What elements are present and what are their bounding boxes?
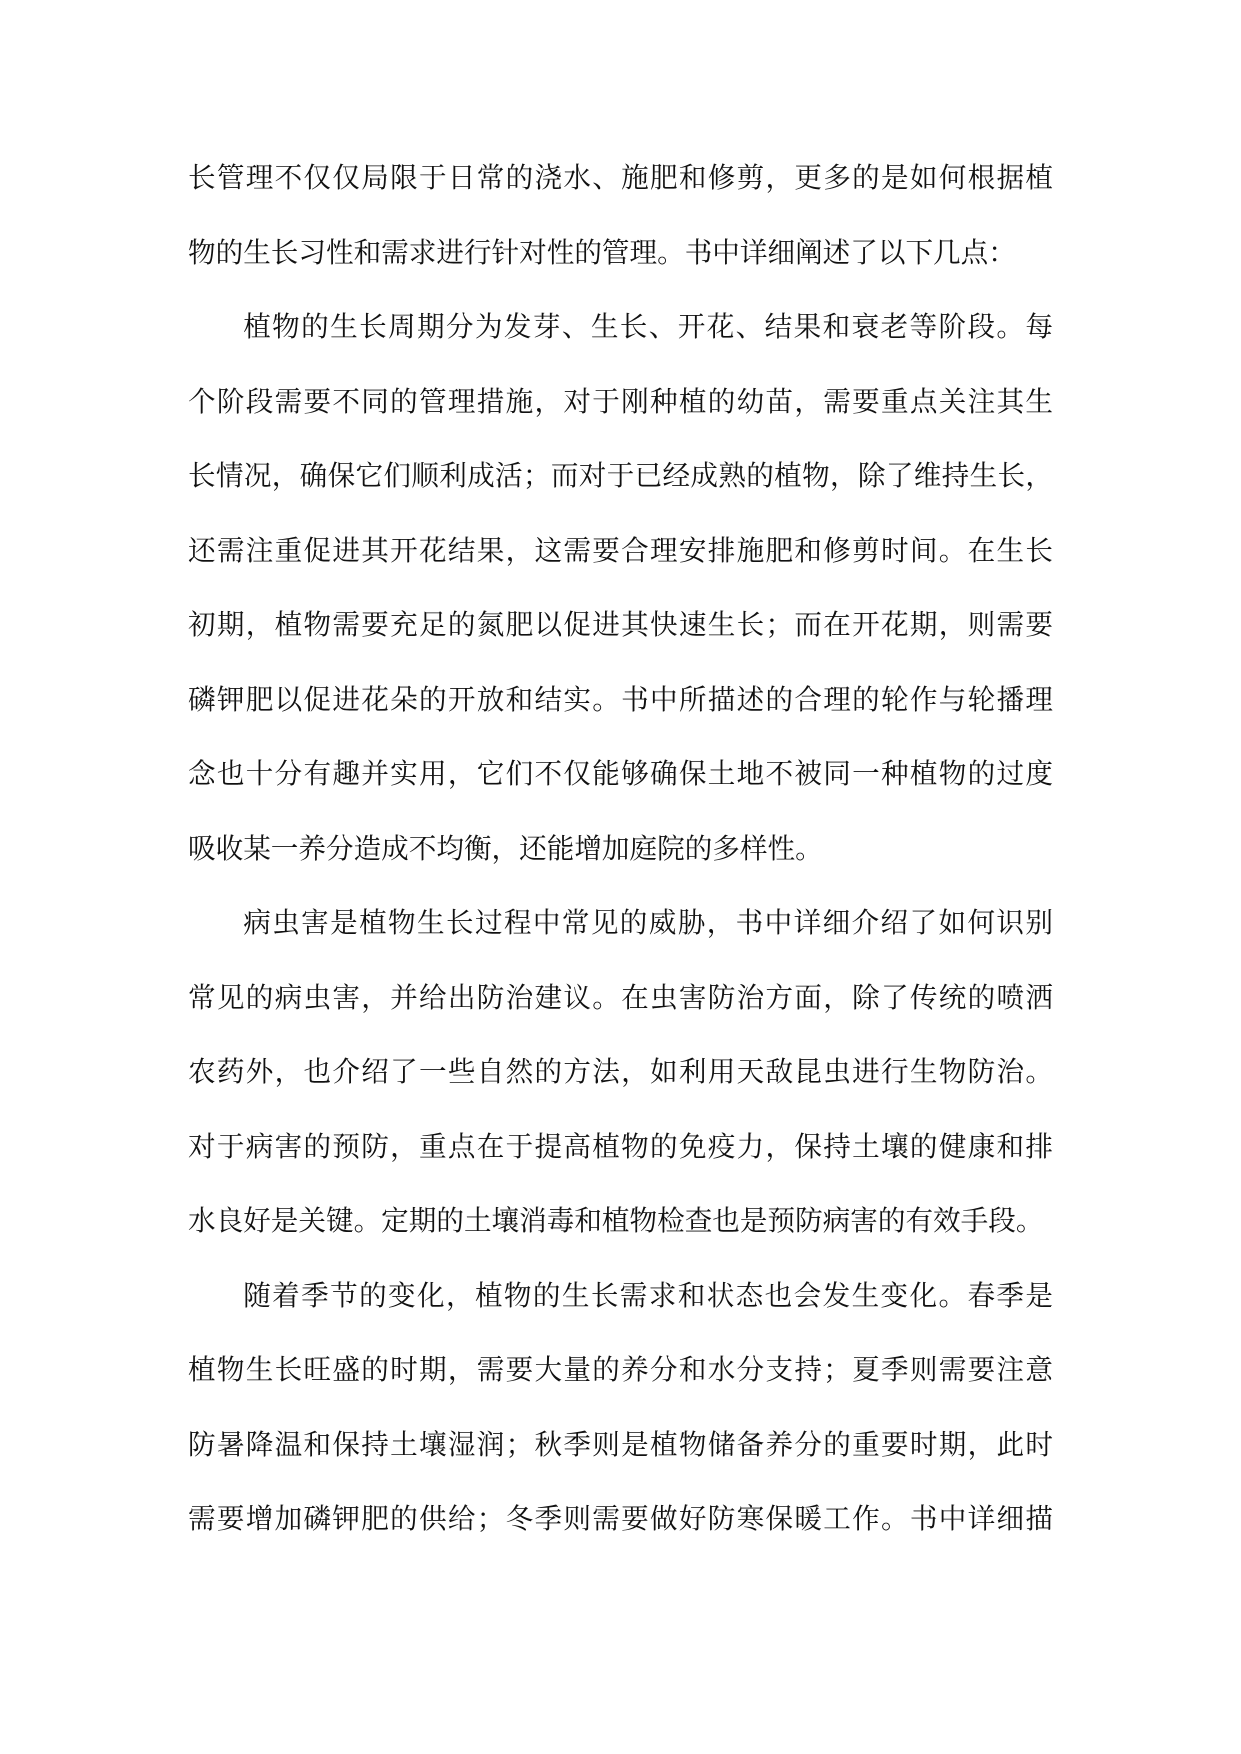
text-line: 植物生长旺盛的时期，需要大量的养分和水分支持；夏季则需要注意 xyxy=(188,1353,1053,1386)
paragraph-growth-cycle xyxy=(188,290,1053,886)
text-line: 初期，植物需要充足的氮肥以促进其快速生长；而在开花期，则需要 xyxy=(188,608,1053,641)
text-line: 水良好是关键。定期的土壤消毒和植物检查也是预防病害的有效手段。 xyxy=(188,1204,1044,1237)
text-line: 防暑降温和保持土壤湿润；秋季则是植物储备养分的重要时期，此时 xyxy=(188,1427,1053,1461)
text-line: 对于病害的预防，重点在于提高植物的免疫力，保持土壤的健康和排 xyxy=(188,1129,1053,1163)
text-line: 农药外，也介绍了一些自然的方法，如利用天敌昆虫进行生物防治。 xyxy=(188,1055,1053,1088)
text-line: 物的生长习性和需求进行针对性的管理。书中详细阐述了以下几点： xyxy=(188,235,1016,269)
text-line: 念也十分有趣并实用，它们不仅能够确保土地不被同一种植物的过度 xyxy=(188,757,1053,790)
text-line: 个阶段需要不同的管理措施，对于刚种植的幼苗，需要重点关注其生 xyxy=(188,384,1053,418)
text-line: 病虫害是植物生长过程中常见的威胁，书中详细介绍了如何识别 xyxy=(243,906,1053,939)
text-line: 还需注重促进其开花结果，这需要合理安排施肥和修剪时间。在生长 xyxy=(188,533,1053,567)
text-line: 吸收某一养分造成不均衡，还能增加庭院的多样性。 xyxy=(188,831,823,865)
body-text xyxy=(188,141,1053,1557)
text-line: 需要增加磷钾肥的供给；冬季则需要做好防寒保暖工作。书中详细描 xyxy=(188,1502,1053,1535)
text-line: 长情况，确保它们顺利成活；而对于已经成熟的植物，除了维持生长， xyxy=(188,459,1053,492)
text-line: 植物的生长周期分为发芽、生长、开花、结果和衰老等阶段。每 xyxy=(243,310,1053,343)
text-line: 磷钾肥以促进花朵的开放和结实。书中所描述的合理的轮作与轮播理 xyxy=(188,682,1053,716)
text-line: 长管理不仅仅局限于日常的浇水、施肥和修剪，更多的是如何根据植 xyxy=(188,161,1053,194)
paragraph-continued xyxy=(188,141,1053,290)
paragraph-seasons xyxy=(188,1259,1053,1557)
text-line: 随着季节的变化，植物的生长需求和状态也会发生变化。春季是 xyxy=(243,1278,1053,1312)
paragraph-pests xyxy=(188,886,1053,1259)
text-line: 常见的病虫害，并给出防治建议。在虫害防治方面，除了传统的喷洒 xyxy=(188,980,1053,1014)
